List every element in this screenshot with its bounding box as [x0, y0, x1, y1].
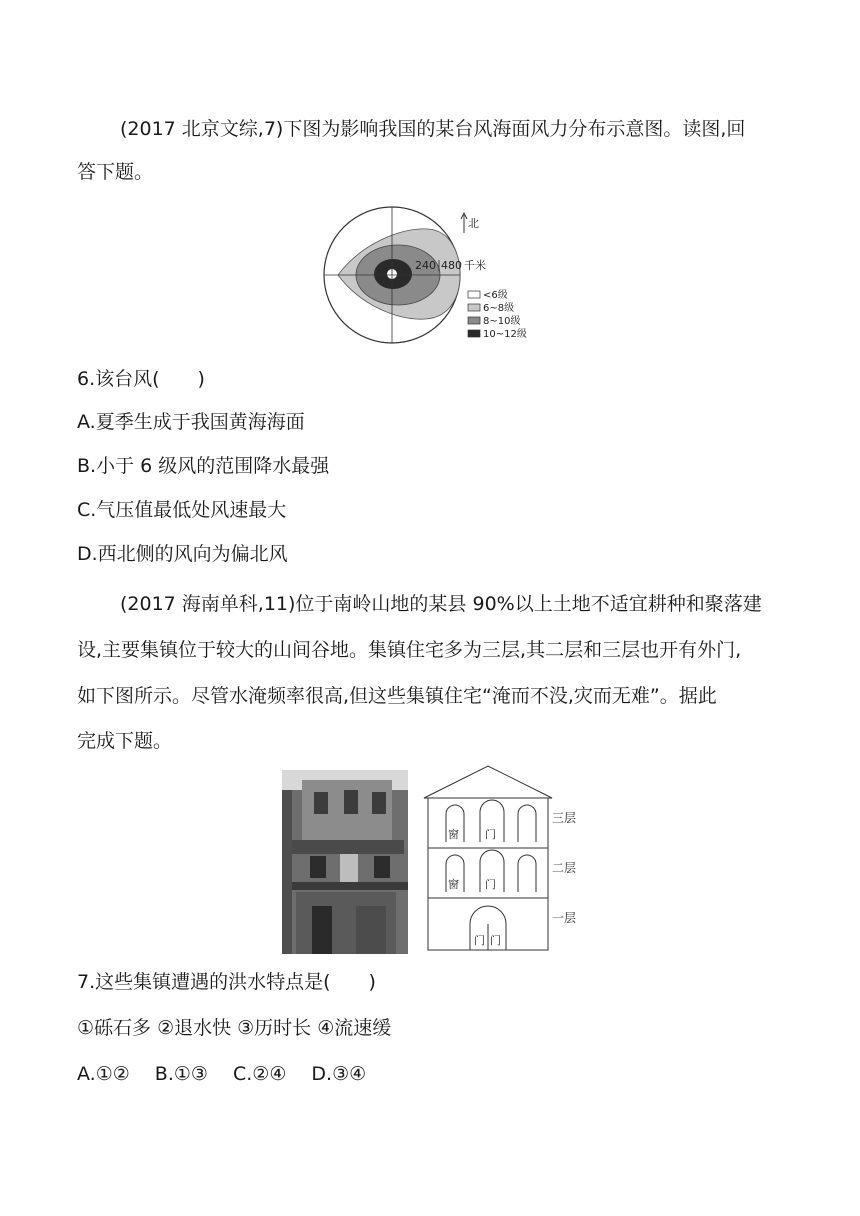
house-roof — [424, 766, 552, 798]
door-label: 门 — [474, 934, 485, 947]
house-diagram — [422, 764, 597, 954]
house-photo — [282, 770, 408, 954]
north-label: 北 — [468, 217, 479, 230]
legend-label-3: 10~12级 — [483, 329, 527, 340]
legend-label-2: 8~10级 — [483, 316, 521, 327]
window-label: 窗 — [448, 828, 459, 841]
door-label: 门 — [485, 878, 496, 891]
q6-intro-line1: (2017 北京文综,7)下图为影响我国的某台风海面风力分布示意图。读图,回 — [120, 118, 746, 140]
q7-intro-line1: (2017 海南单科,11)位于南岭山地的某县 90%以上土地不适宜耕种和聚落建 — [120, 593, 762, 615]
floor3-label: 三层 — [552, 811, 577, 825]
q6-intro-line2: 答下题。 — [77, 161, 154, 183]
q7-items: ①砾石多 ②退水快 ③历时长 ④流速缓 — [77, 1017, 392, 1039]
typhoon-figure — [320, 205, 550, 345]
door-label: 门 — [485, 828, 496, 841]
window-label: 窗 — [448, 878, 459, 891]
scale-480: 480 — [441, 259, 462, 272]
floor1-label: 一层 — [552, 911, 577, 925]
legend — [468, 289, 527, 340]
q6-option-c: C.气压值最低处风速最大 — [77, 499, 287, 521]
scale-240: 240 — [415, 259, 436, 272]
legend-label-1: 6~8级 — [483, 303, 515, 314]
q7-intro-line4: 完成下题。 — [77, 730, 173, 752]
q7-intro-line2: 设,主要集镇位于较大的山间谷地。集镇住宅多为三层,其二层和三层也开有外门, — [77, 639, 742, 661]
door-label: 门 — [490, 934, 501, 947]
q6-option-d: D.西北侧的风向为偏北风 — [77, 543, 288, 565]
floor2-label: 二层 — [552, 861, 577, 875]
q7-options: A.①② B.①③ C.②④ D.③④ — [77, 1063, 367, 1085]
legend-label-0: <6级 — [483, 290, 508, 301]
q6-option-a: A.夏季生成于我国黄海海面 — [77, 411, 305, 433]
scale-unit: 千米 — [464, 259, 486, 272]
q7-intro-line3: 如下图所示。尽管水淹频率很高,但这些集镇住宅“淹而不没,灾而无难”。据此 — [77, 685, 717, 707]
q6-stem: 6.该台风( ) — [77, 368, 205, 390]
q6-option-b: B.小于 6 级风的范围降水最强 — [77, 455, 330, 477]
q7-stem: 7.这些集镇遭遇的洪水特点是( ) — [77, 971, 376, 993]
